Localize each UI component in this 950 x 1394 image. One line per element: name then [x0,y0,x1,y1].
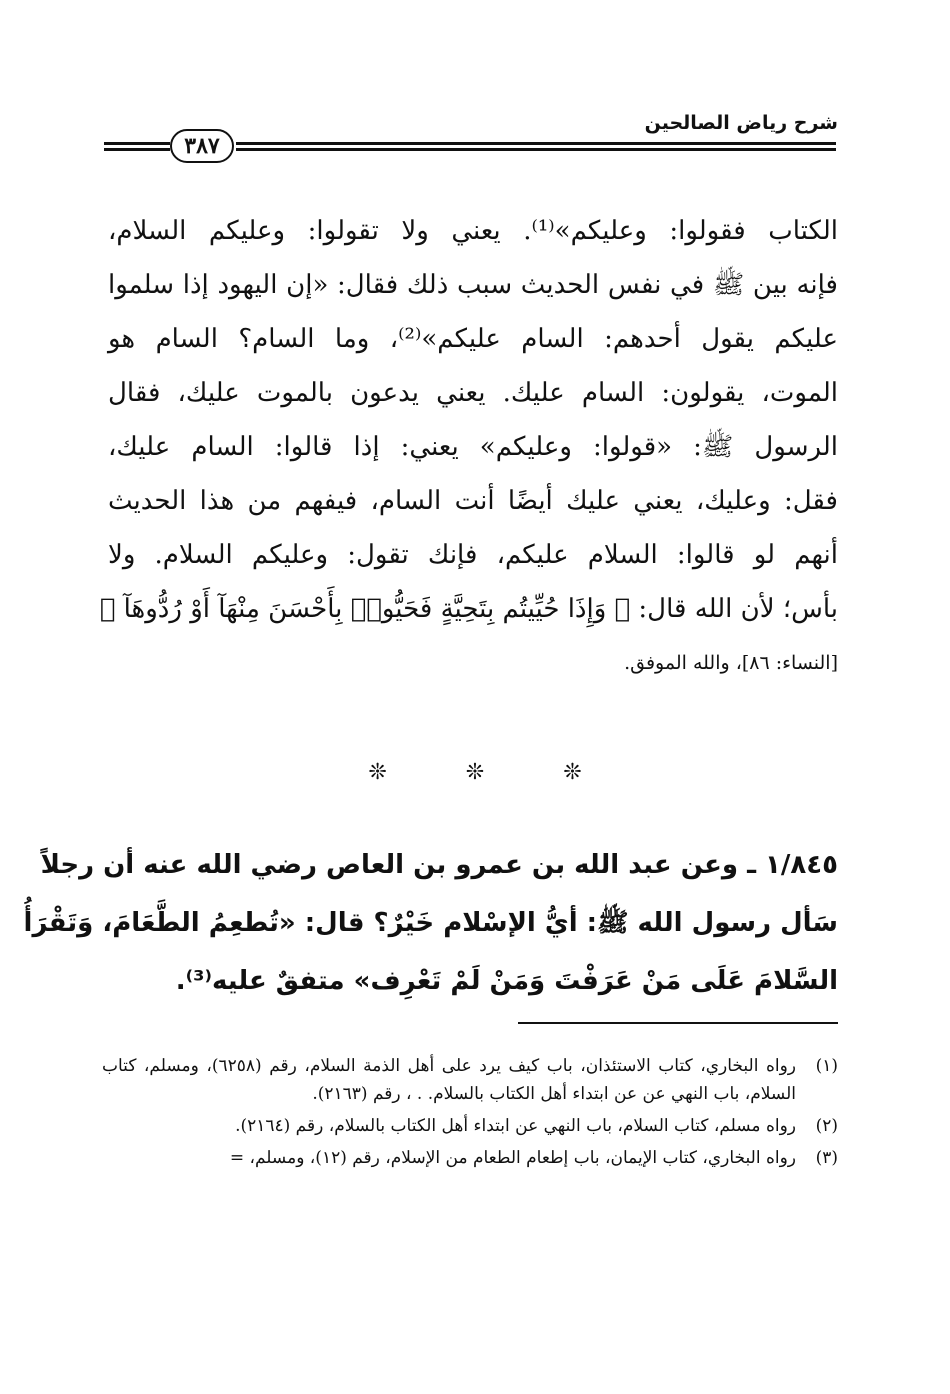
commentary-text [99,204,839,690]
text-line-last: [النساء: ٨٦]، والله الموفق. [624,652,838,674]
separator-star-icon: ❊ [563,760,582,785]
footnote-item [102,1052,838,1108]
page-number: ٣٨٧ [170,129,234,163]
quran-verse-line: بأس؛ لأن الله قال: ﴿ وَإِذَا حُيِّيتُم بِتَحِيَّةٍ فَحَيُّوا۟ بِأَحْسَنَ مِنْهَآ أَوْ رُدُّوهَآ ﴾ [99,594,838,624]
footnote-item [102,1144,838,1172]
hadith-text [23,836,838,1010]
section-separator [0,760,950,785]
footnote-text: رواه البخاري، كتاب الإيمان، باب إطعام الطعام من الإسلام، رقم (١٢)، ومسلم، = [229,1148,796,1168]
hadith-line: سَأل رسول الله ﷺ: أيُّ الإسْلام خَيْرٌ؟ قال: «تُطعِمُ الطَّعَامَ، وَتَقْرَأُ [23,908,838,938]
text-line: فإنه بين ﷺ في نفس الحديث سبب ذلك فقال: «إن اليهود إذا سلموا [108,270,838,300]
text-line: الكتاب فقولوا: وعليكم»⁽¹⁾. يعني ولا تقولوا: وعليكم السلام، [108,216,839,246]
hadith-line-last: السَّلامَ عَلَى مَنْ عَرَفْتَ وَمَنْ لَمْ تَعْرِف» متفقٌ عليه⁽³⁾. [175,966,838,996]
text-line: الرسول ﷺ: «قولوا: وعليكم» يعني: إذا قالوا: السام عليك، [108,432,838,462]
footnote-text: رواه مسلم، كتاب السلام، باب النهي عن ابتداء أهل الكتاب بالسلام، رقم (٢١٦٤). [235,1116,796,1136]
hadith-line: ١/٨٤٥ ـ وعن عبد الله بن عمرو بن العاص رضي الله عنه أن رجلاً [40,850,838,880]
text-line: أنهم لو قالوا: السلام عليكم، فإنك تقول: وعليكم السلام. ولا [108,540,838,570]
footnotes [102,1052,838,1176]
text-line: فقل: وعليك، يعني عليك أيضًا أنت السام، فيفهم من هذا الحديث [108,486,838,516]
footnote-item [102,1112,838,1140]
running-header-title: شرح رياض الصالحين [644,112,838,134]
footnote-number: (٣) [815,1148,838,1168]
header-rule-left [104,142,170,151]
footnote-text: رواه البخاري، كتاب الاستئذان، باب كيف يرد على أهل الذمة السلام، رقم (٦٢٥٨)، ومسلم، كتاب السلام، باب النهي عن عن ابتداء أهل الكتاب بالسلام. . ، رقم (٢١٦٣). [102,1056,796,1104]
separator-star-icon: ❊ [465,760,485,785]
text-line: الموت، يقولون: السام عليك. يعني يدعون بالموت عليك، فقال [108,378,838,408]
text-line: عليكم يقول أحدهم: السام عليكم»⁽²⁾، وما السام؟ السام هو [108,324,838,354]
footnote-number: (٢) [815,1116,838,1136]
footnote-number: (١) [815,1056,838,1076]
header-rule-right [236,142,836,151]
separator-star-icon: ❊ [368,760,387,785]
footnote-divider [518,1022,838,1024]
